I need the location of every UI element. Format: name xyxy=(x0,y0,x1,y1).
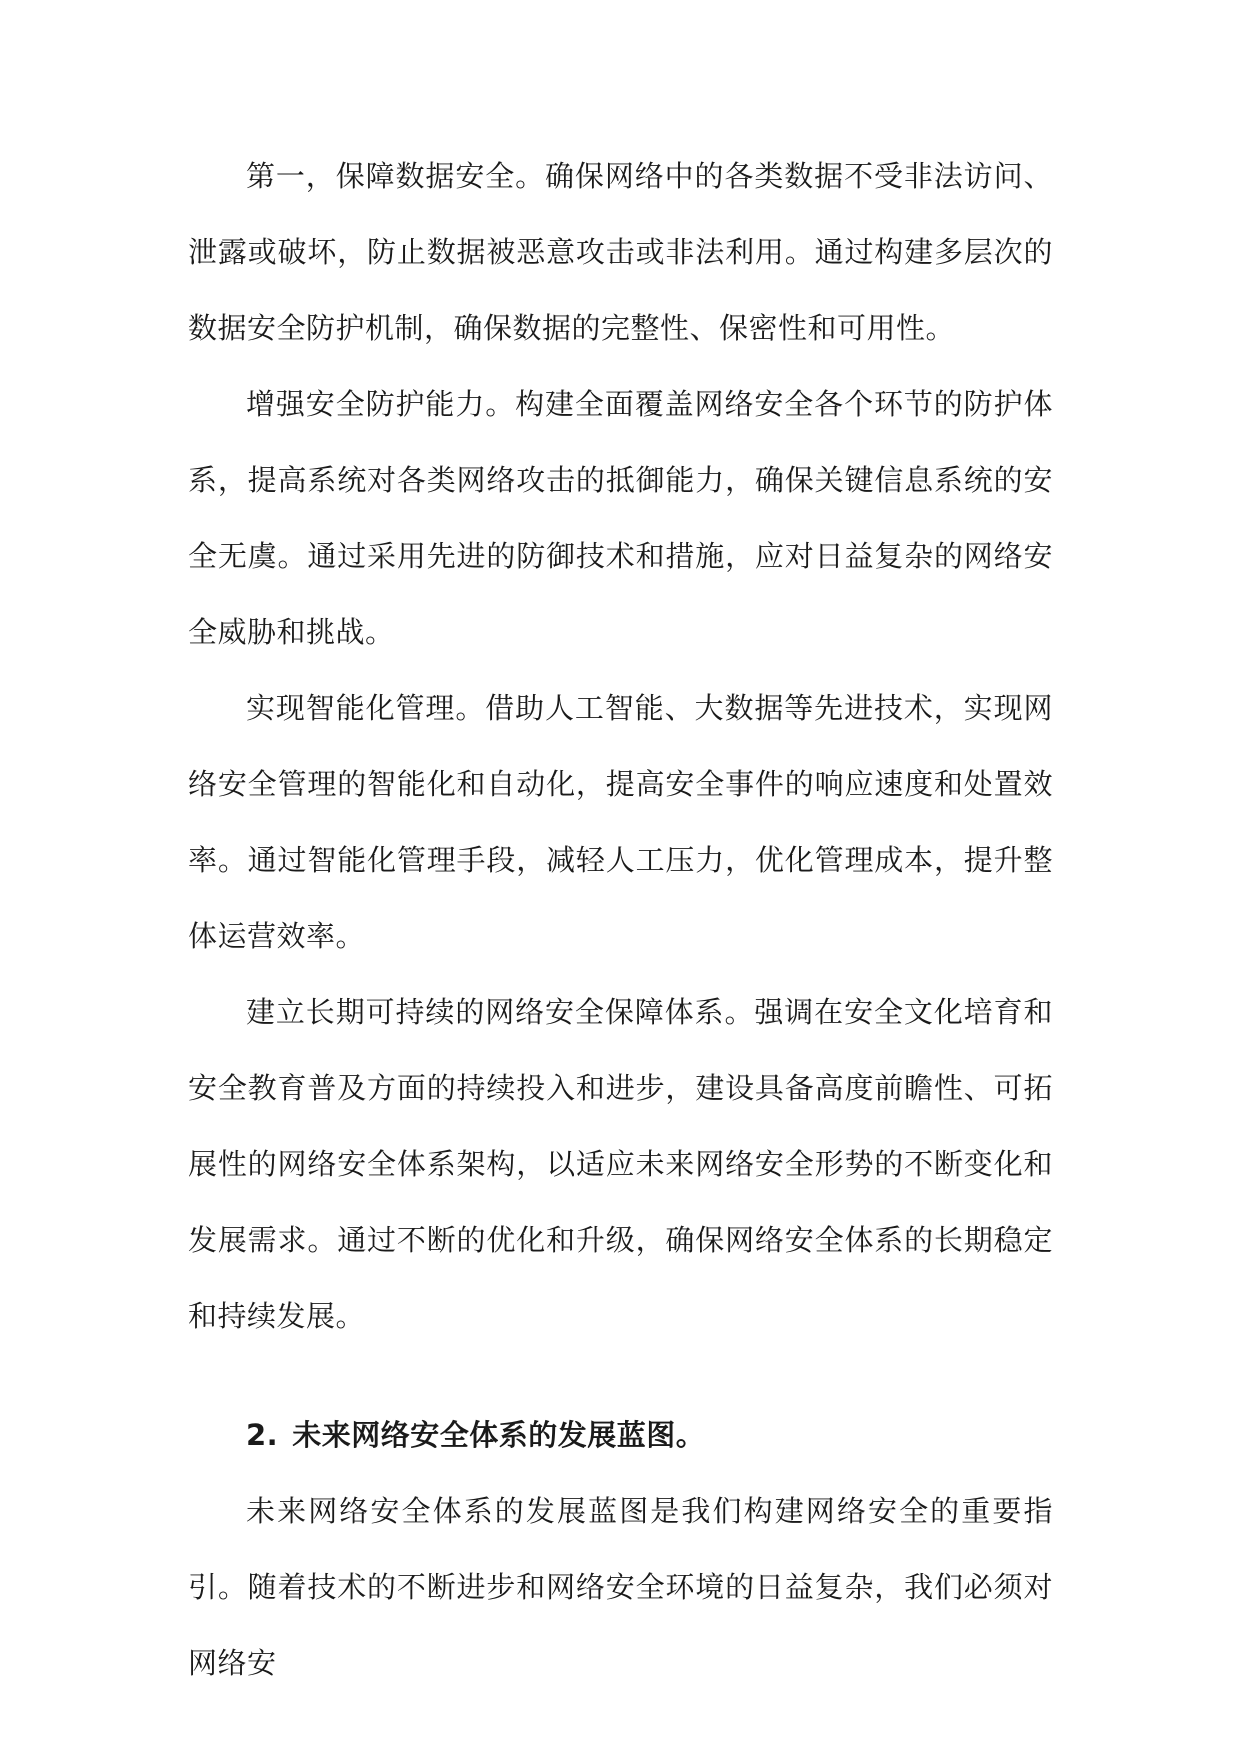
paragraph-protection-capability: 增强安全防护能力。构建全面覆盖网络安全各个环节的防护体系，提高系统对各类网络攻击的抵御能力，确保关键信息系统的安全无虞。通过采用先进的防御技术和措施，应对日益复杂的网络安全威胁和挑战。 xyxy=(188,387,1053,649)
section-heading xyxy=(188,1397,1053,1473)
paragraph-intelligent-management: 实现智能化管理。借助人工智能、大数据等先进技术，实现网络安全管理的智能化和自动化，提高安全事件的响应速度和处置效率。通过智能化管理手段，减轻人工压力，优化管理成本，提升整体运营效率。 xyxy=(188,691,1053,953)
paragraph-data-security: 第一，保障数据安全。确保网络中的各类数据不受非法访问、泄露或破坏，防止数据被恶意攻击或非法利用。通过构建多层次的数据安全防护机制，确保数据的完整性、保密性和可用性。 xyxy=(188,159,1053,345)
paragraph-blueprint-intro: 未来网络安全体系的发展蓝图是我们构建网络安全的重要指引。随着技术的不断进步和网络安全环境的日益复杂，我们必须对网络安 xyxy=(188,1494,1053,1680)
section-number: 2. xyxy=(246,1418,279,1452)
section-title: 未来网络安全体系的发展蓝图。 xyxy=(292,1418,706,1452)
paragraph-sustainable-system: 建立长期可持续的网络安全保障体系。强调在安全文化培育和安全教育普及方面的持续投入和进步，建设具备高度前瞻性、可拓展性的网络安全体系架构，以适应未来网络安全形势的不断变化和发展需求。通过不断的优化和升级，确保网络安全体系的长期稳定和持续发展。 xyxy=(188,995,1053,1333)
document-body xyxy=(188,138,1053,1701)
